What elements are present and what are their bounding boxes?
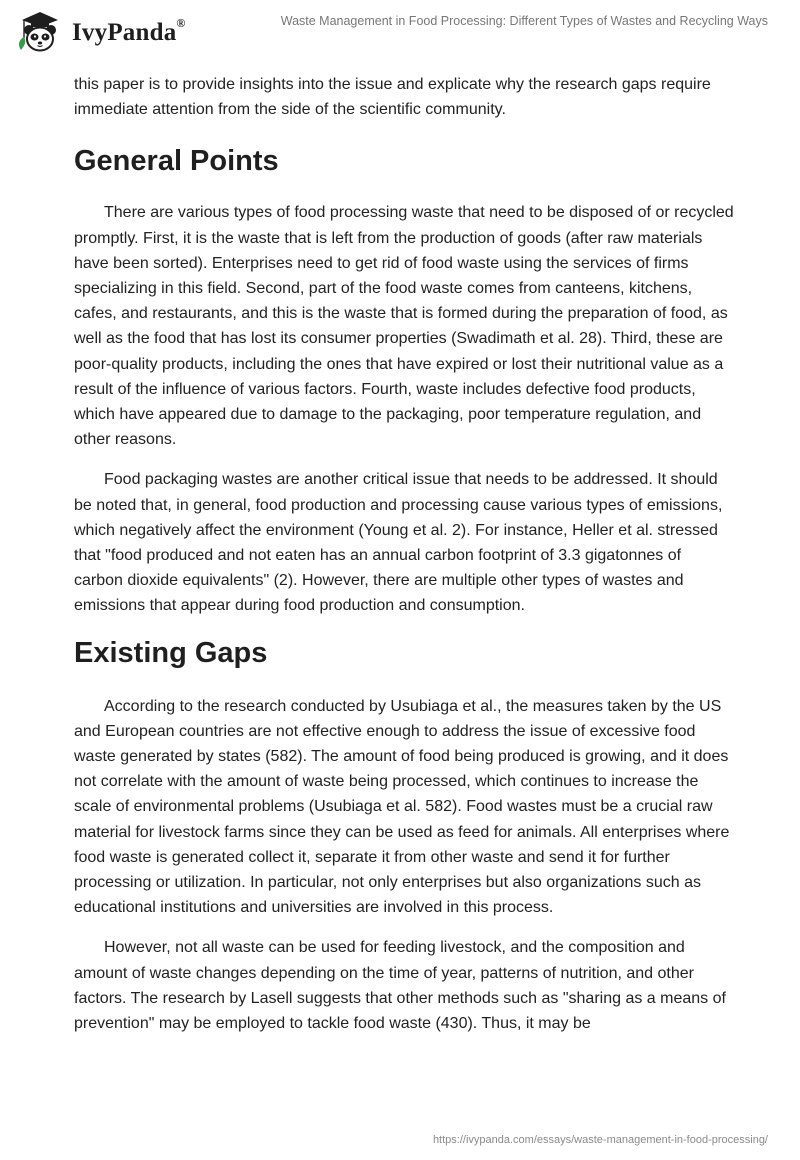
document-title: Waste Management in Food Processing: Different Types of Wastes and Recycling Ways	[280, 14, 768, 28]
body-paragraph: There are various types of food processing waste that need to be disposed of or recycled promptly. First, it is the waste that is left from the production of goods (after raw materials have been sorted). Enterprises need to get rid of food waste using the services of firms specializing in this field. Second, part of the food waste comes from canteens, kitchens, cafes, and restaurants, and this is the waste that is formed during the preparation of food, as well as the food that has lost its consumer properties (Swadimath et al. 28). Third, these are poor-quality products, including the ones that have expired or lost their nutritional value as a result of the influence of various factors. Fourth, waste includes defective food products, which have appeared due to damage to the packaging, poor temperature regulation, and other reasons.	[74, 204, 734, 449]
essay-body	[74, 72, 734, 1036]
section-heading-existing-gaps: Existing Gaps	[74, 636, 268, 669]
body-paragraph: However, not all waste can be used for feeding livestock, and the composition and amount of waste changes depending on the time of year, patterns of nutrition, and other factors. The research by Lasell suggests that other methods such as "sharing as a means of prevention" may be employed to tackle food waste (430). Thus, it may be	[74, 939, 726, 1033]
body-paragraph: Food packaging wastes are another critical issue that needs to be addressed. It should be noted that, in general, food production and processing cause various types of emissions, which negatively affect the environment (Young et al. 2). For instance, Heller et al. stressed that "food produced and not eaten has an annual carbon footprint of 3.3 gigatonnes of carbon dioxide equivalents" (2). However, there are multiple other types of wastes and emissions that appear during food production and consumption.	[74, 471, 723, 615]
brand-logo[interactable]	[12, 8, 186, 54]
panda-graduate-icon	[12, 8, 68, 54]
intro-paragraph: this paper is to provide insights into the issue and explicate why the research gaps require immediate attention from the side of the scientific community.	[74, 76, 711, 119]
section-heading-general-points: General Points	[74, 145, 279, 178]
body-paragraph: According to the research conducted by Usubiaga et al., the measures taken by the US and European countries are not effective enough to address the issue of excessive food waste generated by states (582). The amount of food being produced is growing, and it does not correlate with the amount of waste being processed, which continues to increase the scale of environmental problems (Usubiaga et al. 582). Food wastes must be a crucial raw material for livestock farms since they can be used as feed for animals. All enterprises where food waste is generated collect it, separate it from other waste and send it for further processing or utilization. In particular, not only enterprises but also organizations such as educational institutions and universities are involved in this process.	[74, 697, 730, 917]
footer-source-link[interactable]: https://ivypanda.com/essays/waste-management-in-food-processing/	[432, 1134, 768, 1146]
brand-name: IvyPanda®	[72, 15, 186, 46]
page-header	[0, 0, 800, 64]
